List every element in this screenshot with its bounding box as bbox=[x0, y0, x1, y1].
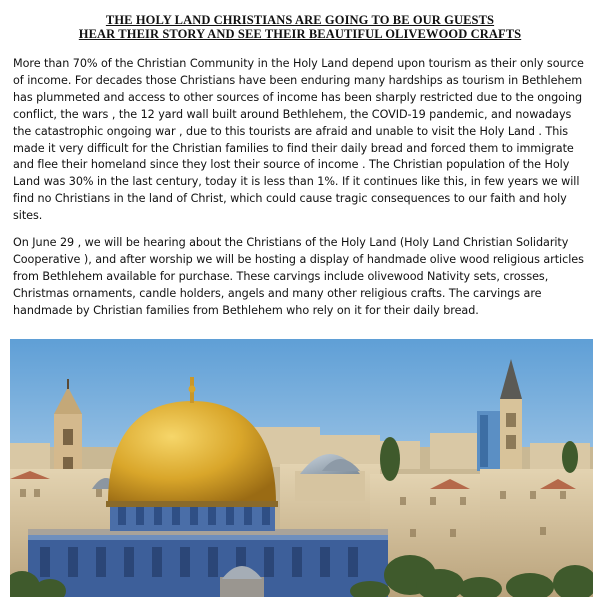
headline-line-1: THE HOLY LAND CHRISTIANS ARE GOING TO BE OUR GUESTS bbox=[105, 13, 495, 27]
headline-line-2: HEAR THEIR STORY AND SEE THEIR BEAUTIFUL OLIVEWOOD CRAFTS bbox=[78, 27, 522, 41]
paragraph-event: On June 29 , we will be hearing about the Christians of the Holy Land (Holy Land Christian Solidarity Cooperative ), and after worship we will be hosting a display of handmade olive wood religious articles from Bethlehem available for purchase. These carvings include olivewood Nativity sets, crosses, Christmas ornaments, candle holders, angels and many other religious crafts. The carvings are handmade by Christian families from Bethlehem who rely on it for their daily bread. bbox=[13, 236, 584, 317]
paragraph-background: More than 70% of the Christian Community in the Holy Land depend upon tourism as their only source of income. For decades those Christians have been enduring many hardships as tourism in Bethlehem has plummeted and access to other sources of income has been sharply restricted due to the ongoing conflict, the wars , the 12 yard wall built around Bethlehem, the COVID-19 pandemic, and nowadays the catastrophic ongoing war , due to this tourists are afraid and unable to visit the Holy Land . This made it very difficult for the Christian families to find their daily bread and forced them to immigrate and flee their homeland since they lost their source of income . The Christian population of the Holy Land was 30% in the last century, today it is less than 1%. If it continues like this, in few years we will find no Christians in the land of Christ, which could cause tragic consequences to our faith and holy sites. bbox=[13, 57, 584, 223]
jerusalem-skyline-photo bbox=[10, 339, 593, 597]
